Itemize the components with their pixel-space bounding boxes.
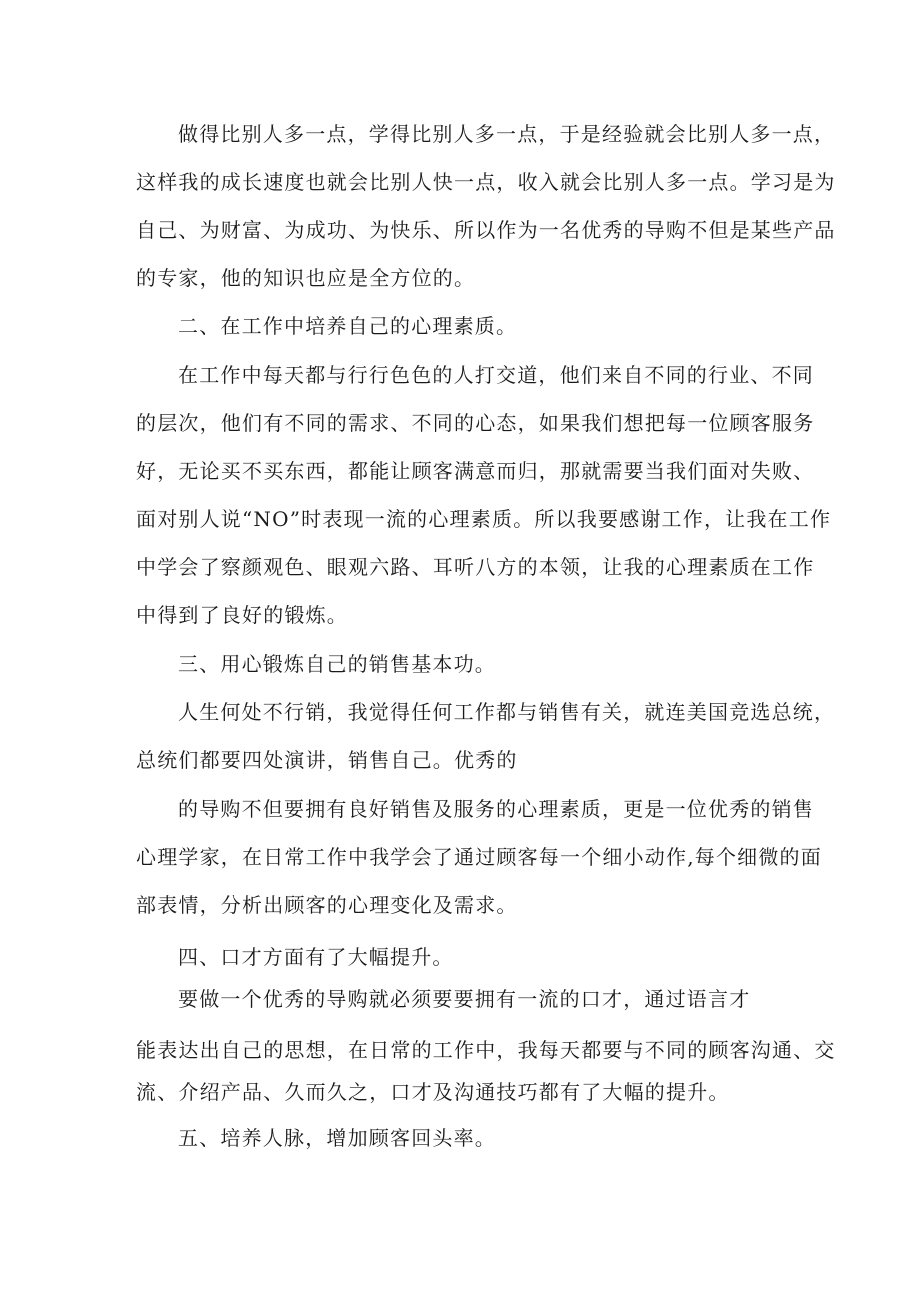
text-line: 好，无论买不买东西，都能让顾客满意而归，那就需要当我们面对失败、 bbox=[136, 459, 815, 483]
text-line: 部表情，分析出顾客的心理变化及需求。 bbox=[136, 893, 518, 917]
text-line: 的导购不但要拥有良好销售及服务的心理素质，更是一位优秀的销售 bbox=[178, 797, 814, 821]
section-heading: 三、用心锻炼自己的销售基本功。 bbox=[178, 652, 496, 676]
text-line: 流、介绍产品、久而久之，口才及沟通技巧都有了大幅的提升。 bbox=[136, 1080, 730, 1104]
text-line: 人生何处不行销，我觉得任何工作都与销售有关，就连美国竞选总统， bbox=[178, 700, 836, 724]
text-line: 在工作中每天都与行行色色的人打交道，他们来自不同的行业、不同 bbox=[178, 363, 814, 387]
text-line: 总统们都要四处演讲，销售自己。优秀的 bbox=[136, 748, 518, 772]
text-line: 心理学家，在日常工作中我学会了通过顾客每一个细小动作,每个细微的面 bbox=[136, 845, 822, 869]
text-line: 自己、为财富、为成功、为快乐、所以作为一名优秀的导购不但是某些产品 bbox=[136, 218, 836, 242]
section-heading: 二、在工作中培养自己的心理素质。 bbox=[178, 314, 518, 338]
section-heading: 四、口才方面有了大幅提升。 bbox=[178, 945, 454, 969]
text-line: 这样我的成长速度也就会比别人快一点，收入就会比别人多一点。学习是为 bbox=[136, 170, 836, 194]
text-line: 面对别人说“NO”时表现一流的心理素质。所以我要感谢工作，让我在工作 bbox=[136, 507, 832, 531]
text-line: 中学会了察颜观色、眼观六路、耳听八方的本领，让我的心理素质在工作 bbox=[136, 555, 815, 579]
text-line: 要做一个优秀的导购就必须要要拥有一流的口才，通过语言才 bbox=[178, 987, 751, 1011]
text-line: 的层次，他们有不同的需求、不同的心态，如果我们想把每一位顾客服务 bbox=[136, 411, 815, 435]
text-line: 中得到了良好的锻炼。 bbox=[136, 603, 348, 627]
text-line: 能表达出自己的思想，在日常的工作中，我每天都要与不同的顾客沟通、交 bbox=[136, 1038, 836, 1062]
text-line: 的专家，他的知识也应是全方位的。 bbox=[136, 266, 476, 290]
section-heading: 五、培养人脉，增加顾客回头率。 bbox=[178, 1126, 496, 1150]
text-line: 做得比别人多一点，学得比别人多一点，于是经验就会比别人多一点， bbox=[178, 122, 836, 146]
